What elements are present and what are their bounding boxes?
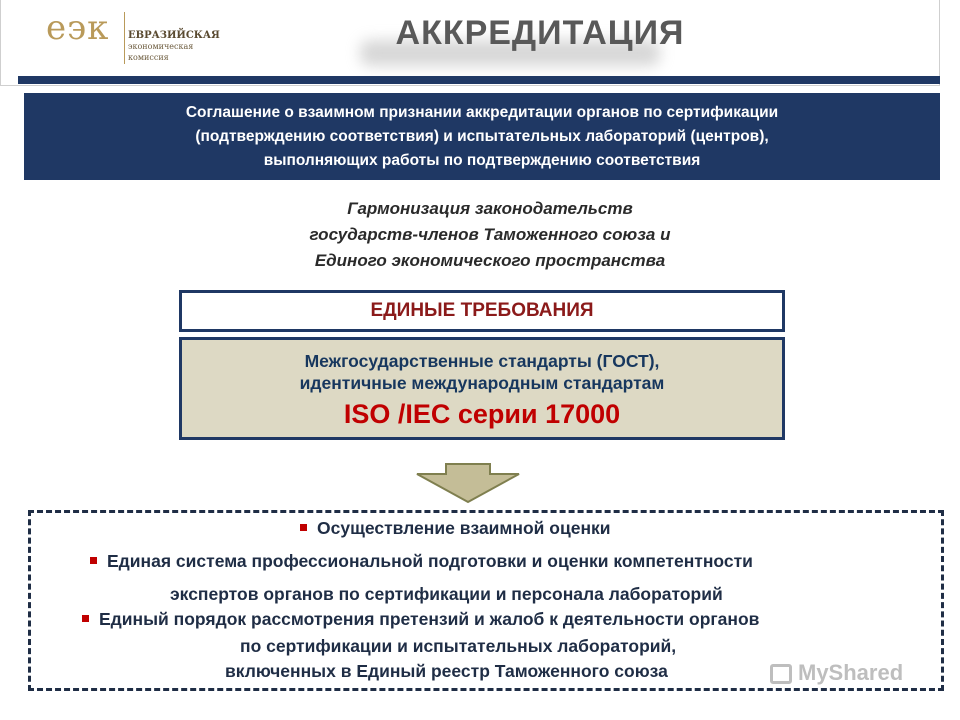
bullet-item-3-cont-1: по сертификации и испытательных лабораторий, — [240, 636, 677, 656]
bullet-square-icon — [300, 524, 307, 531]
bullet-square-icon — [82, 615, 89, 622]
down-arrow-icon — [413, 462, 523, 504]
presentation-icon — [770, 664, 792, 684]
logo-line-1: ЕВРАЗИЙСКАЯ — [128, 30, 220, 41]
requirements-box: ЕДИНЫЕ ТРЕБОВАНИЯ — [179, 290, 785, 332]
bullet-text-2: Единая система профессиональной подготовки и оценки компетентности — [107, 551, 753, 571]
harmonization-line-1: Гармонизация законодательств — [347, 199, 633, 218]
watermark-text: MyShared — [798, 660, 904, 685]
header-bar — [18, 76, 940, 84]
logo-line-2: экономическая — [128, 42, 194, 51]
agreement-line-2: (подтверждению соответствия) и испытательных лабораторий (центров), — [195, 128, 769, 145]
bullet-text-3: Единый порядок рассмотрения претензий и жалоб к деятельности органов — [99, 609, 760, 629]
agreement-line-3: выполняющих работы по подтверждению соответствия — [263, 152, 701, 169]
standards-line-1: Межгосударственные стандарты (ГОСТ), — [304, 351, 660, 371]
logo-line-3: комиссия — [128, 53, 169, 62]
page-title: АККРЕДИТАЦИЯ — [395, 14, 685, 52]
watermark — [770, 660, 903, 690]
bullet-text-1: Осуществление взаимной оценки — [317, 518, 611, 538]
bullet-item-2 — [90, 551, 753, 572]
agreement-line-1: Соглашение о взаимном признании аккредитации органов по сертификации — [185, 104, 779, 121]
logo-divider — [124, 12, 125, 64]
agreement-banner — [24, 93, 940, 180]
bullet-item-3 — [82, 609, 759, 630]
harmonization-text — [200, 196, 780, 274]
harmonization-line-2: государств-членов Таможенного союза и — [309, 225, 671, 244]
bullet-item-1 — [300, 518, 611, 539]
bullet-square-icon — [90, 557, 97, 564]
standards-line-3: ISO /IEC серии 17000 — [343, 399, 621, 429]
harmonization-line-3: Единого экономического пространства — [314, 251, 666, 270]
bullet-item-2-cont: экспертов органов по сертификации и персонала лабораторий — [170, 584, 723, 604]
logo-mark: еэк — [46, 8, 110, 48]
bullet-item-3-cont-2: включенных в Единый реестр Таможенного союза — [225, 661, 668, 681]
standards-line-2: идентичные международным стандартам — [299, 373, 665, 393]
logo-text — [128, 30, 220, 63]
eek-logo — [46, 8, 220, 66]
standards-box — [179, 337, 785, 440]
